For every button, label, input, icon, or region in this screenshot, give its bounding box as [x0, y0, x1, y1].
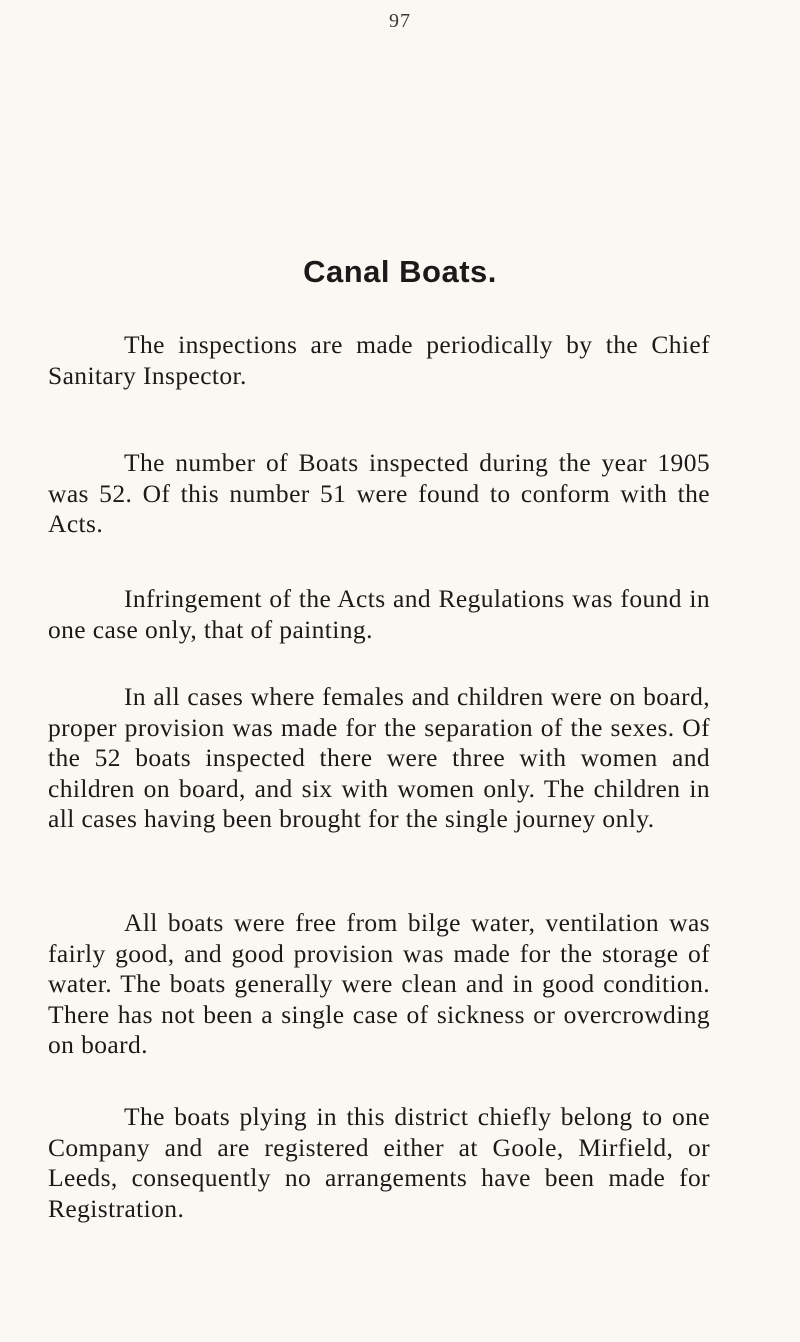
- section-heading: Canal Boats.: [303, 254, 497, 289]
- paragraph-registration: The boats plying in this district chiefly belong to one Company and are registered either at Goole, Mirfield, or Leeds, consequently no arrangements have been made for Registration.: [48, 1102, 710, 1223]
- paragraph-boats-inspected: The number of Boats inspected during the year 1905 was 52. Of this number 51 were found to conform with the Acts.: [48, 448, 710, 538]
- paragraph-infringement: Infringement of the Acts and Regulations was found in one case only, that of painting.: [48, 584, 710, 644]
- paragraph-condition: All boats were free from bilge water, ventilation was fairly good, and good provision was made for the storage of water. The boats generally were clean and in good condition. There has not been a single case of sickness or overcrowding on board.: [48, 908, 710, 1059]
- paragraph-separation-of-sexes: In all cases where females and children were on board, proper provision was made for the separation of the sexes. Of the 52 boats inspected there were three with women and children on board, and six with women only. The children in all cases having been brought for the single journey only.: [48, 682, 710, 833]
- paragraph-inspections: The inspections are made periodically by the Chief Sanitary Inspector.: [48, 330, 710, 390]
- page-number: 97: [389, 10, 411, 32]
